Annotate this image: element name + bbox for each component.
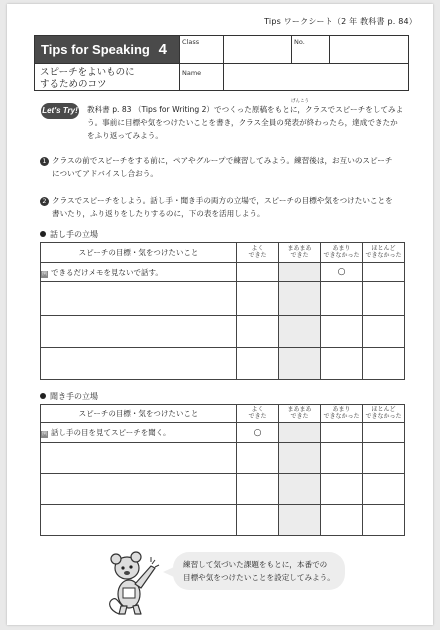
lets-try-line-1: 教科書 p. 83 （Tips for Writing 2）でつくった原稿をもとに，クラスでスピーチをしてみよ [87, 105, 404, 114]
rating-cell[interactable] [363, 474, 405, 505]
title-number: 4 [158, 41, 167, 58]
rating-cell[interactable] [321, 474, 363, 505]
worksheet-label: Tips ワークシート（2 年 教科書 p. 84） [264, 17, 417, 26]
example-badge: 例 [41, 431, 47, 437]
lets-try-line-2: う。事前に目標や気をつけたいことを書き，クラス全員の発表が終わったら，達成できたか [87, 118, 398, 127]
step-2 [40, 194, 420, 220]
rating-cell[interactable]: ○ [237, 423, 279, 443]
goal-cell[interactable] [41, 263, 237, 282]
table-row [41, 505, 405, 536]
goal-text: 話し手の目を見てスピーチを聞く。 [51, 428, 171, 437]
goal-column-header: スピーチの目標・気をつけたいこと [41, 405, 237, 423]
step-1 [40, 154, 420, 180]
table-row [41, 316, 405, 348]
goal-cell[interactable] [41, 443, 237, 474]
goal-text: できるだけメモを見ないで話す。 [51, 267, 163, 277]
col-header-2: まあまあ できた [279, 405, 321, 423]
lets-try-line-3: をふり返ってみよう。 [87, 131, 163, 140]
goal-cell[interactable] [41, 423, 237, 443]
table-row [41, 423, 405, 443]
koala-mascot-icon [105, 544, 165, 616]
col-header-3: あまり できなかった [321, 405, 363, 423]
header-divider [35, 63, 179, 64]
speaker-table [40, 242, 405, 380]
goal-cell[interactable] [41, 282, 237, 316]
rating-cell[interactable] [363, 443, 405, 474]
title-box [35, 36, 179, 63]
bullet-icon [40, 393, 46, 399]
listener-section-heading [40, 391, 98, 402]
table-row [41, 443, 405, 474]
bullet-icon [40, 231, 46, 237]
rating-cell[interactable] [237, 443, 279, 474]
table-row [41, 263, 405, 282]
rating-cell[interactable] [363, 282, 405, 316]
name-label: Name [182, 69, 202, 77]
col-header-2: まあまあ できた [279, 243, 321, 263]
worksheet-header [34, 35, 409, 91]
rating-cell[interactable] [321, 443, 363, 474]
lets-try-text [87, 103, 417, 142]
speaker-section-heading [40, 229, 98, 240]
goal-column-header: スピーチの目標・気をつけたいこと [41, 243, 237, 263]
rating-cell[interactable] [279, 505, 321, 536]
goal-cell[interactable] [41, 505, 237, 536]
rating-cell[interactable] [279, 348, 321, 380]
name-value-divider [223, 63, 224, 90]
table-row [41, 348, 405, 380]
page-title: Tips for Speaking [41, 42, 150, 57]
no-value-divider [329, 36, 330, 63]
rating-cell[interactable] [321, 505, 363, 536]
ruby-genko: げんこう [291, 99, 309, 104]
name-row-divider [179, 63, 409, 64]
worksheet-page [7, 4, 433, 625]
col-header-1: よく できた [237, 405, 279, 423]
step-1-line-2: についてアドバイスし合おう。 [52, 169, 158, 178]
rating-cell[interactable] [363, 316, 405, 348]
rating-cell[interactable] [363, 348, 405, 380]
no-divider [291, 36, 292, 63]
bubble-line-1: 練習して気づいた課題をもとに，本番での [183, 560, 328, 569]
goal-cell[interactable] [41, 348, 237, 380]
rating-cell[interactable] [363, 263, 405, 282]
rating-cell[interactable] [321, 348, 363, 380]
table-row [41, 282, 405, 316]
lets-try-badge: Let's Try! [41, 103, 79, 119]
page-subtitle [40, 67, 176, 91]
col-header-4: ほとんど できなかった [363, 243, 405, 263]
rating-cell[interactable] [237, 474, 279, 505]
rating-cell[interactable] [321, 282, 363, 316]
class-label: Class [182, 38, 200, 46]
example-badge: 例 [41, 270, 47, 277]
speaker-heading-text: 話し手の立場 [50, 230, 98, 239]
rating-cell[interactable] [237, 505, 279, 536]
rating-cell[interactable] [363, 423, 405, 443]
step-2-line-1: クラスでスピーチをしよう。話し手・聞き手の両方の立場で，スピーチの目標や気をつけたいことを [52, 196, 393, 205]
rating-cell[interactable] [321, 423, 363, 443]
col-header-4: ほとんど できなかった [363, 405, 405, 423]
speech-bubble [173, 552, 345, 590]
speaker-table-header [41, 243, 405, 263]
rating-cell[interactable] [279, 474, 321, 505]
rating-cell[interactable] [279, 263, 321, 282]
class-value-divider [223, 36, 224, 63]
col-header-3: あまり できなかった [321, 243, 363, 263]
rating-cell[interactable] [237, 282, 279, 316]
rating-cell[interactable]: ○ [321, 263, 363, 282]
rating-cell[interactable] [321, 316, 363, 348]
step-2-number: 2 [40, 197, 49, 206]
table-row [41, 474, 405, 505]
subtitle-line-2: するためのコツ [40, 79, 107, 90]
goal-cell[interactable] [41, 316, 237, 348]
rating-cell[interactable] [237, 263, 279, 282]
rating-cell[interactable] [279, 443, 321, 474]
bubble-line-2: 目標や気をつけたいことを設定してみよう。 [183, 573, 335, 582]
goal-cell[interactable] [41, 474, 237, 505]
rating-cell[interactable] [279, 316, 321, 348]
listener-table-header [41, 405, 405, 423]
listener-table [40, 404, 405, 536]
listener-heading-text: 聞き手の立場 [50, 392, 98, 401]
rating-cell[interactable] [237, 316, 279, 348]
subtitle-line-1: スピーチをよいものに [40, 67, 135, 78]
col-header-1: よく できた [237, 243, 279, 263]
no-label: No. [294, 38, 305, 46]
rating-cell[interactable] [279, 423, 321, 443]
rating-cell[interactable] [279, 282, 321, 316]
step-1-line-1: クラスの前でスピーチをする前に，ペアやグループで練習してみよう。練習後は，お互いのスピーチ [52, 156, 393, 165]
rating-cell[interactable] [237, 348, 279, 380]
step-1-number: 1 [40, 157, 49, 166]
rating-cell[interactable] [363, 505, 405, 536]
step-2-line-2: 書いたり，ふり返りをしたりするのに，下の表を活用しよう。 [52, 209, 265, 218]
